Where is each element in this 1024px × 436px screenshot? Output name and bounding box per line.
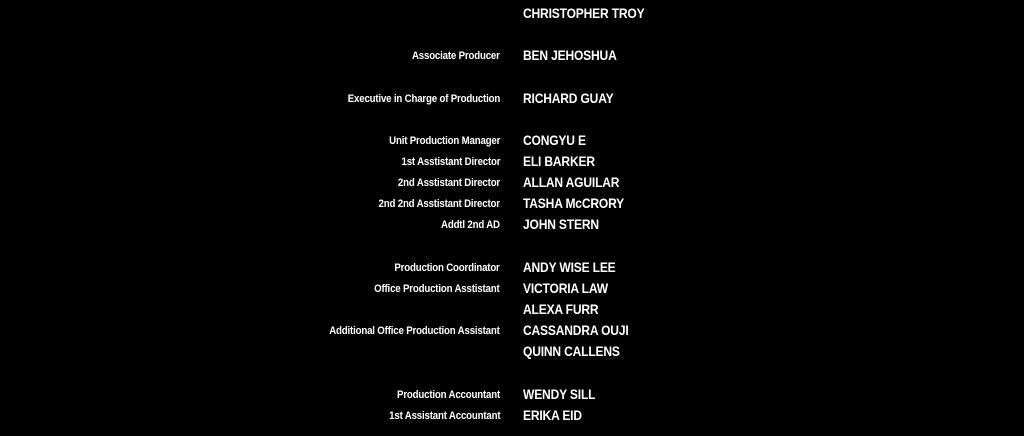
credit-row xyxy=(0,214,1024,234)
credit-row xyxy=(0,257,1024,277)
credit-name: QUINN CALLENS xyxy=(523,343,620,359)
credit-row xyxy=(0,384,1024,404)
credit-row xyxy=(0,299,1024,319)
credit-row xyxy=(0,341,1024,361)
credit-name: VICTORIA LAW xyxy=(523,280,608,296)
credit-row xyxy=(0,45,1024,65)
credit-row xyxy=(0,405,1024,425)
credit-row xyxy=(0,88,1024,108)
credit-role: 2nd 2nd Asstistant Director xyxy=(378,198,500,210)
credit-role: 1st Asstistant Director xyxy=(401,156,500,168)
credit-role: Production Coordinator xyxy=(394,262,500,274)
credit-row xyxy=(0,193,1024,213)
credit-role: Production Accountant xyxy=(397,389,500,401)
credit-name: BEN JEHOSHUA xyxy=(523,47,617,63)
credit-name: RICHARD GUAY xyxy=(523,90,614,106)
credit-role: Associate Producer xyxy=(412,50,500,62)
credit-name: ALLAN AGUILAR xyxy=(523,174,620,190)
credit-row xyxy=(0,151,1024,171)
credit-name: ELI BARKER xyxy=(523,153,595,169)
credit-role: Addtl 2nd AD xyxy=(441,219,500,231)
credit-name: WENDY SILL xyxy=(523,386,596,402)
credit-name: ALEXA FURR xyxy=(523,301,599,317)
credit-role: Unit Production Manager xyxy=(388,135,500,147)
credit-name: ERIKA EID xyxy=(523,407,582,423)
credit-name: JOHN STERN xyxy=(523,216,599,232)
credit-name: TASHA McCRORY xyxy=(523,195,625,211)
credit-row xyxy=(0,3,1024,23)
credit-row xyxy=(0,130,1024,150)
credit-role: 2nd Asstistant Director xyxy=(397,177,500,189)
credit-name: CONGYU E xyxy=(523,132,586,148)
credit-name: ANDY WISE LEE xyxy=(523,259,616,275)
credit-role: Additional Office Production Assistant xyxy=(329,325,500,337)
credit-role: 1st Assistant Accountant xyxy=(388,410,500,422)
credit-role: Executive in Charge of Production xyxy=(347,93,500,105)
credit-row xyxy=(0,278,1024,298)
credit-row xyxy=(0,320,1024,340)
credit-role: Office Production Asstistant xyxy=(374,283,500,295)
credit-name: CHRISTOPHER TROY xyxy=(523,5,645,21)
credit-name: CASSANDRA OUJI xyxy=(523,322,629,338)
credit-row xyxy=(0,172,1024,192)
